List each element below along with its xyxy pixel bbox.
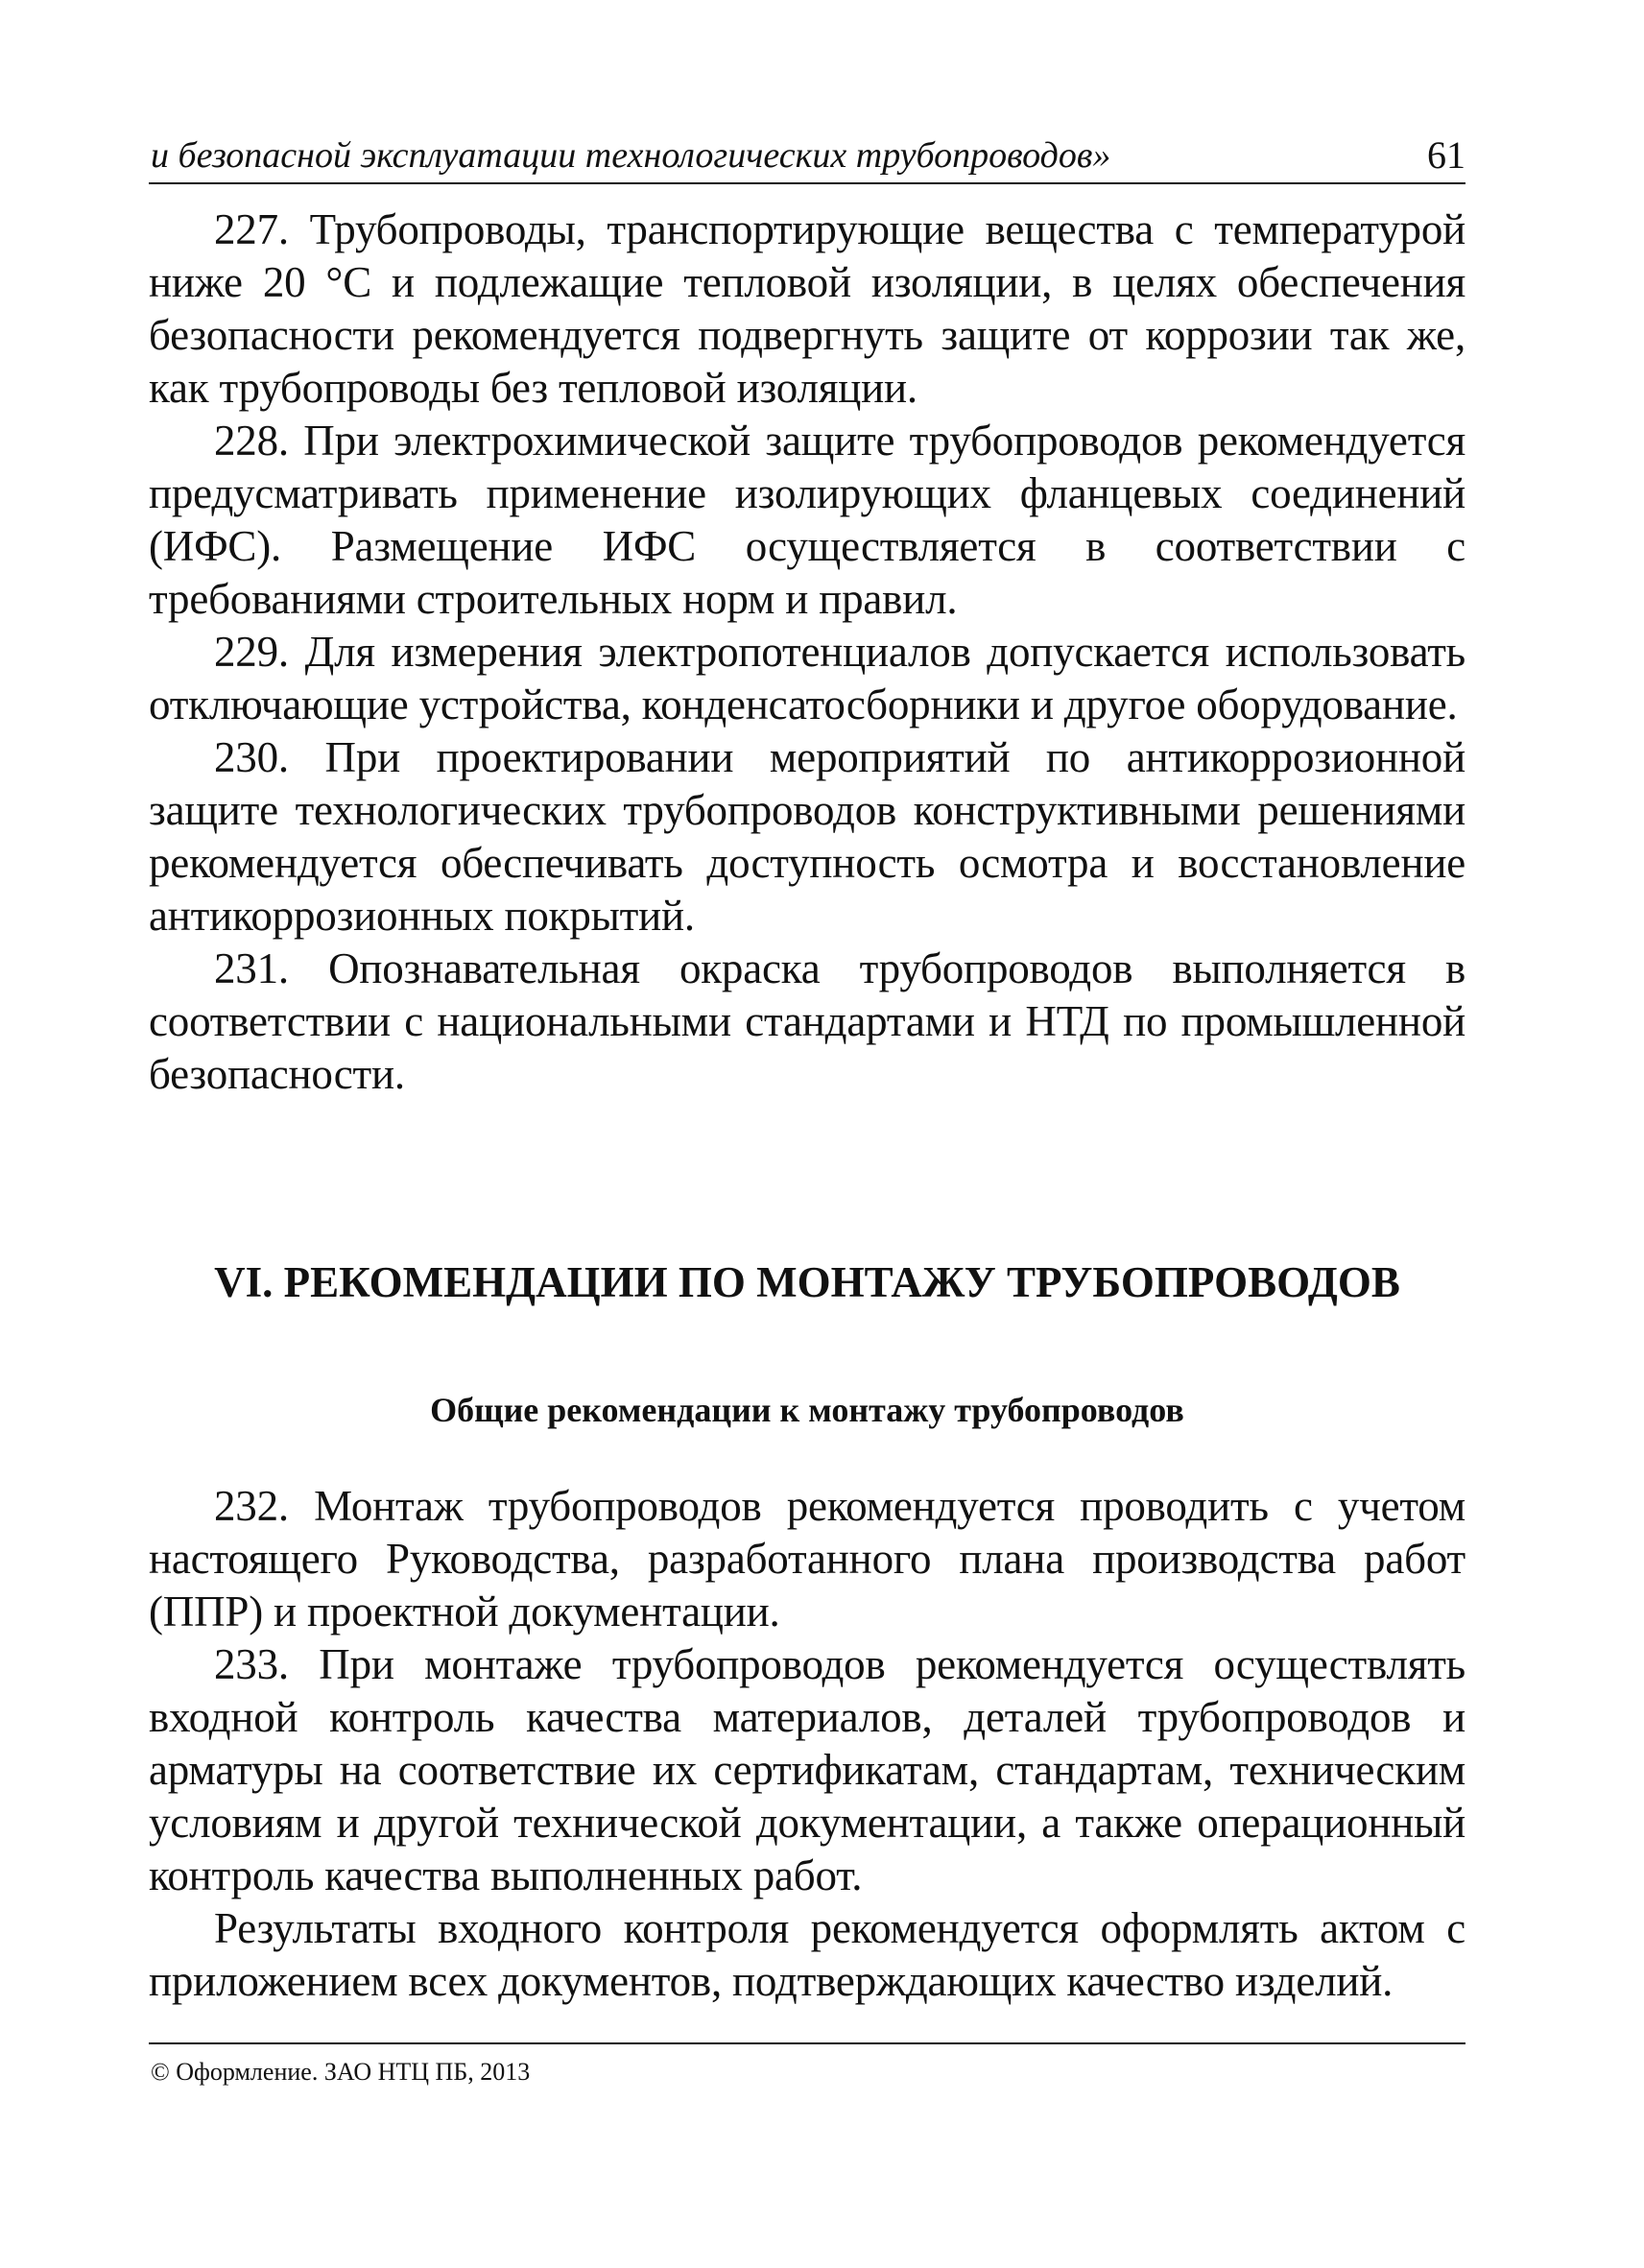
paragraph-233: 233. При монтаже трубопроводов рекомендуется осуществлять входной контроль качества материалов, деталей трубопроводов и арматуры на соответствие их сертификатам, стандартам, техническим условиям и другой технической документации, а также операционный контроль качества выполненных работ. <box>149 1640 1465 1899</box>
paragraph-231: 231. Опознавательная окраска трубопроводов выполняется в соответствии с национальными стандартами и НТД по промышленной безопасности. <box>149 944 1465 1098</box>
running-header <box>149 123 1465 184</box>
paragraph-results: Результаты входного контроля рекомендуется оформлять актом с приложением всех документов, подтверждающих качество изделий. <box>149 1904 1465 2005</box>
paragraph-229: 229. Для измерения электропотенциалов допускается использовать отключающие устройства, конденсатосборники и другое оборудование. <box>149 628 1465 728</box>
body-text-section-2 <box>149 1480 1465 2008</box>
sub-heading: Общие рекомендации к монтажу трубопроводов <box>430 1391 1184 1429</box>
paragraph-227: 227. Трубопроводы, транспортирующие вещества с температурой ниже 20 °С и подлежащие тепловой изоляции, в целях обеспечения безопасности рекомендуется подвергнуть защите от коррозии так же, как трубопроводы без тепловой изоляции. <box>149 205 1465 412</box>
paragraph-230: 230. При проектировании мероприятий по антикоррозионной защите технологических трубопроводов конструктивными решениями рекомендуется обеспечивать доступность осмотра и восстановление антикоррозионных покрытий. <box>149 733 1465 940</box>
page-footer <box>149 2042 1465 2086</box>
document-page <box>149 123 1465 2215</box>
section-heading: VI. РЕКОМЕНДАЦИИ ПО МОНТАЖУ ТРУБОПРОВОДОВ <box>214 1258 1400 1306</box>
running-title: и безопасной эксплуатации технологических трубопроводов» <box>151 135 1111 176</box>
paragraph-232: 232. Монтаж трубопроводов рекомендуется проводить с учетом настоящего Руководства, разработанного плана производства работ (ППР) и проектной документации. <box>149 1482 1465 1635</box>
paragraph-228: 228. При электрохимической защите трубопроводов рекомендуется предусматривать применение изолирующих фланцевых соединений (ИФС). Размещение ИФС осуществляется в соответствии с требованиями строительных норм и правил. <box>149 417 1465 623</box>
page-number: 61 <box>1427 133 1465 177</box>
copyright-notice: © Оформление. ЗАО НТЦ ПБ, 2013 <box>151 2058 531 2086</box>
body-text-section-1 <box>149 203 1465 1101</box>
